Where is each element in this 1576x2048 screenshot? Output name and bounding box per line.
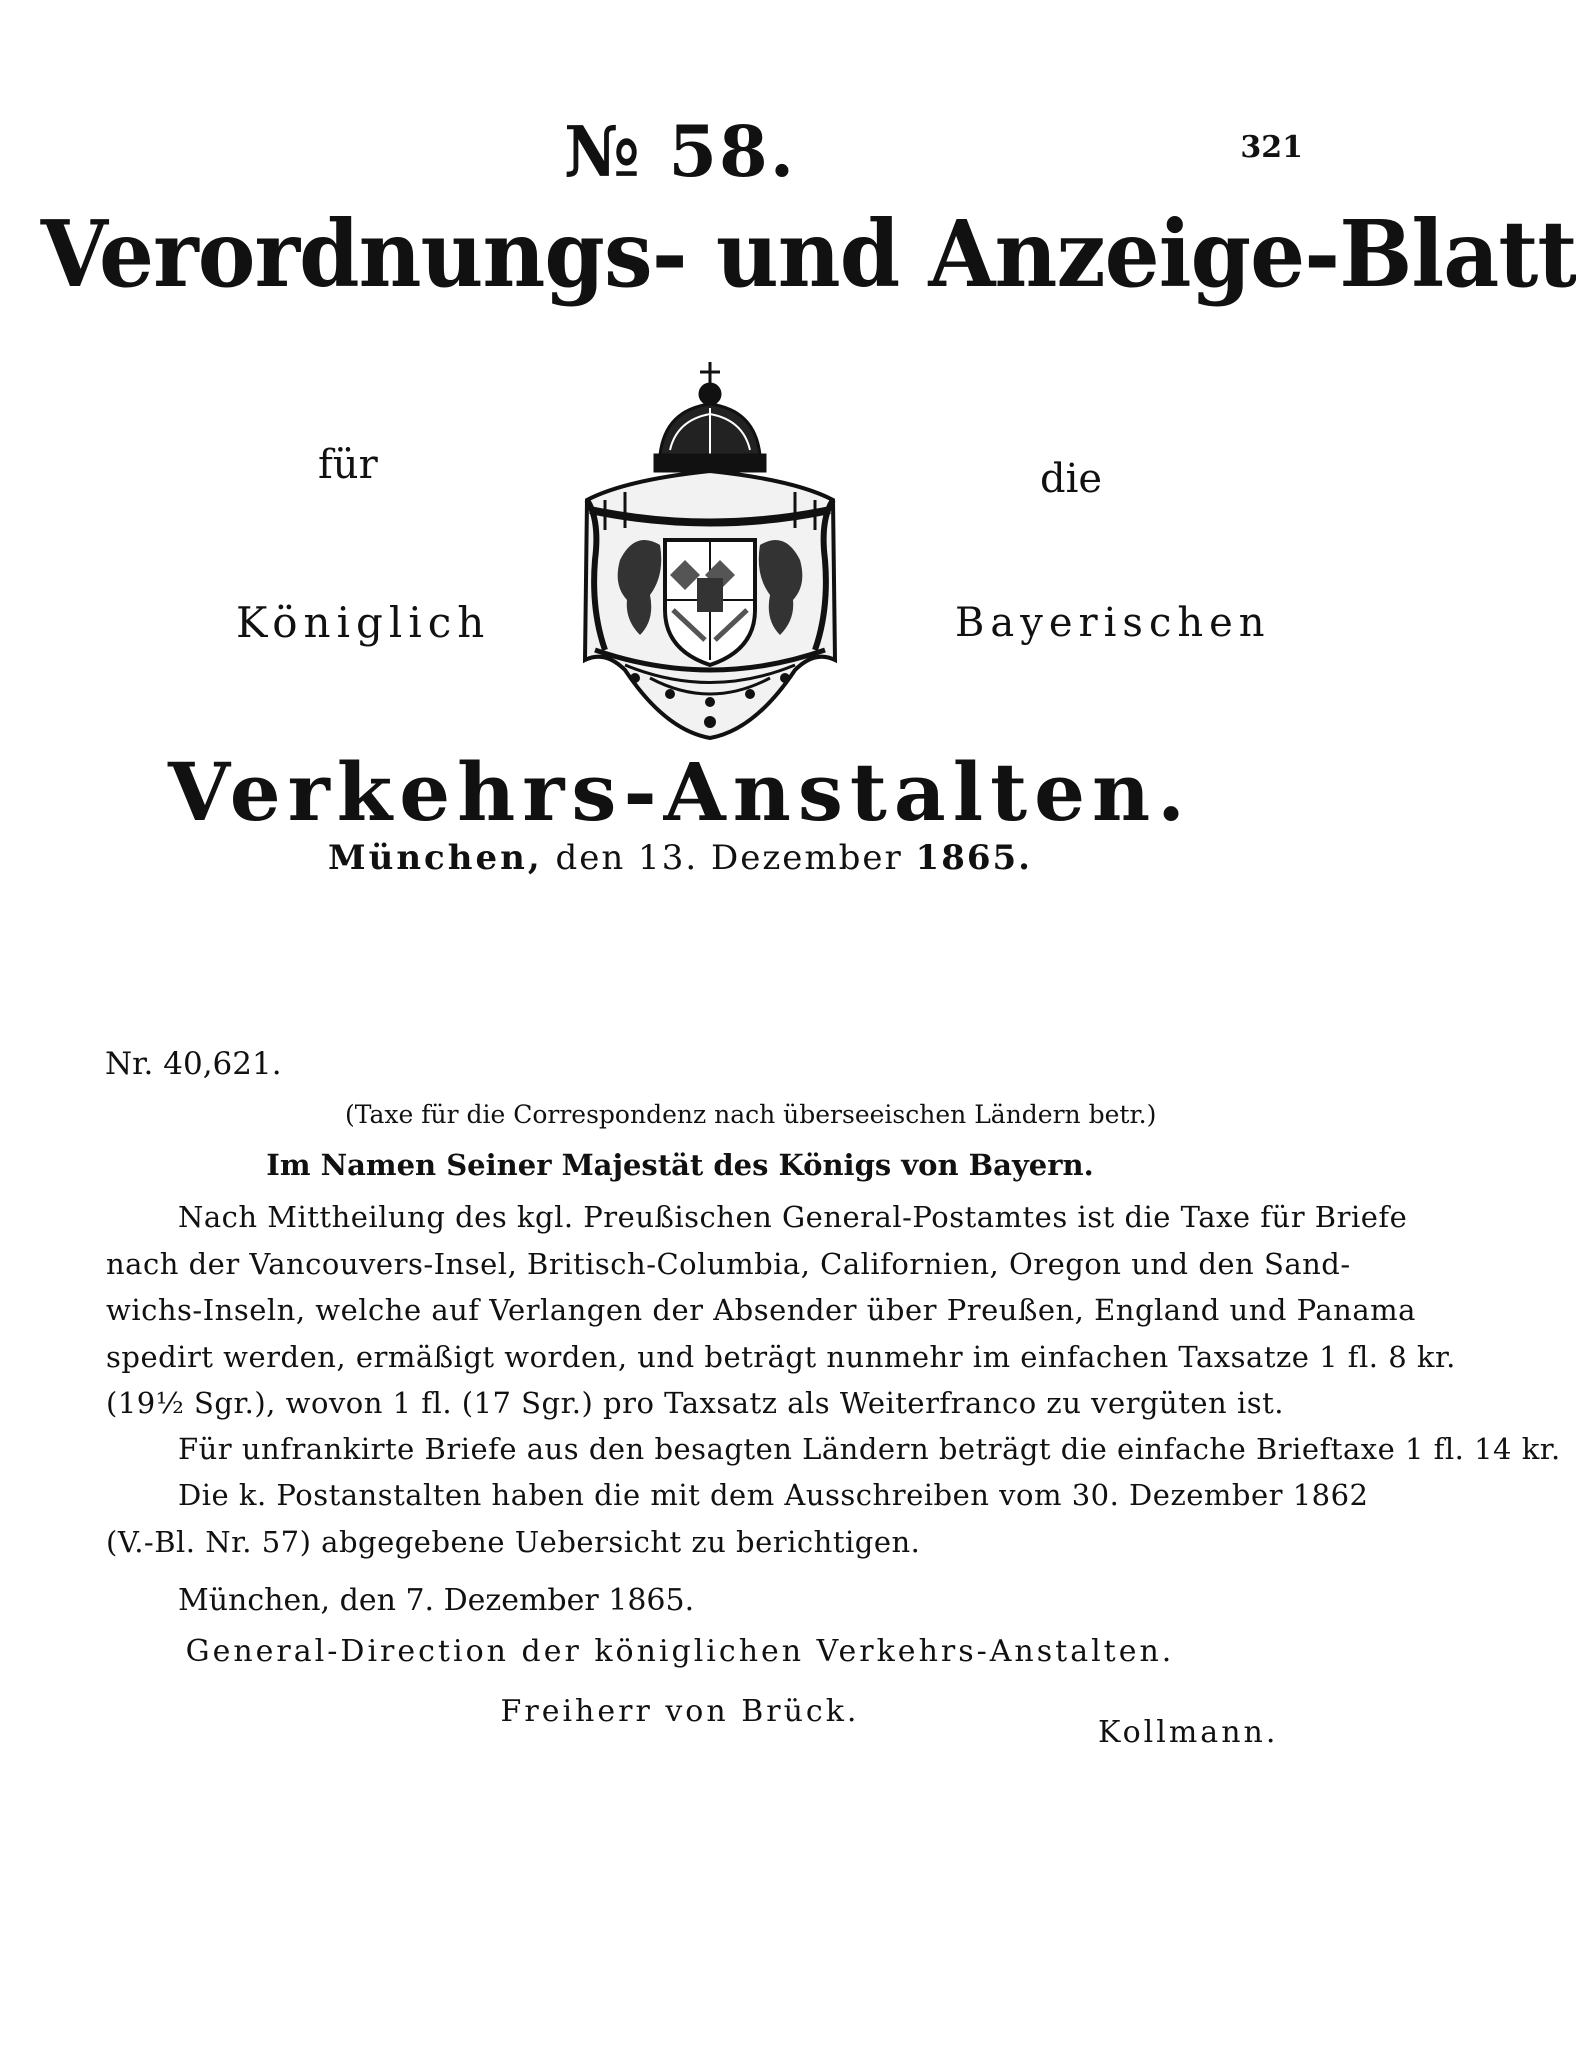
issue-date (0, 838, 1360, 878)
subject-line: (Taxe für die Correspondenz nach überseeischen Ländern betr.) (345, 1100, 1157, 1129)
coat-of-arms-icon (565, 360, 855, 740)
signatory-kollmann: Kollmann. (1098, 1715, 1279, 1750)
issue-number: № 58. (563, 110, 797, 193)
paragraph-line: Für unfrankirte Briefe aus den besagten Ländern beträgt die einfache Brieftaxe 1 fl. 14 kr. (178, 1432, 1561, 1466)
masthead-subtitle: Verkehrs-Anstalten. (168, 745, 1192, 839)
issue-date-year: 1865. (915, 838, 1033, 878)
masthead-word-bayerischen: Bayerischen (955, 600, 1271, 646)
paragraph-line: (V.-Bl. Nr. 57) abgegebene Uebersicht zu berichtigen. (106, 1525, 921, 1559)
paragraph-line: wichs-Inseln, welche auf Verlangen der Absender über Preußen, England und Panama (106, 1293, 1416, 1327)
reference-number: Nr. 40,621. (105, 1046, 282, 1082)
paragraph-line: (19½ Sgr.), wovon 1 fl. (17 Sgr.) pro Taxsatz als Weiterfranco zu vergüten ist. (106, 1386, 1284, 1420)
masthead-word-fuer: für (318, 442, 378, 488)
issue-date-place: München, (327, 838, 543, 878)
masthead-title: Verordnungs- und Anzeige-Blatt (40, 200, 1576, 308)
place-date: München, den 7. Dezember 1865. (178, 1583, 695, 1618)
masthead-word-koeniglich: Königlich (236, 598, 491, 647)
page-number: 321 (1240, 130, 1303, 165)
issuing-authority: General-Direction der königlichen Verkehrs-Anstalten. (185, 1634, 1175, 1669)
preamble: Im Namen Seiner Majestät des Königs von Bayern. (266, 1148, 1094, 1182)
masthead-word-die: die (1040, 456, 1103, 502)
paragraph-line: Die k. Postanstalten haben die mit dem Ausschreiben vom 30. Dezember 1862 (178, 1478, 1369, 1512)
paragraph-line: nach der Vancouvers-Insel, Britisch-Columbia, Californien, Oregon und den Sand- (106, 1247, 1351, 1281)
paragraph-line: spedirt werden, ermäßigt worden, und beträgt nunmehr im einfachen Taxsatze 1 fl. 8 kr. (106, 1340, 1456, 1374)
issue-date-text: den 13. Dezember (555, 838, 903, 878)
signatory-brueck: Freiherr von Brück. (500, 1694, 860, 1729)
paragraph-line: Nach Mittheilung des kgl. Preußischen General-Postamtes ist die Taxe für Briefe (178, 1200, 1408, 1234)
